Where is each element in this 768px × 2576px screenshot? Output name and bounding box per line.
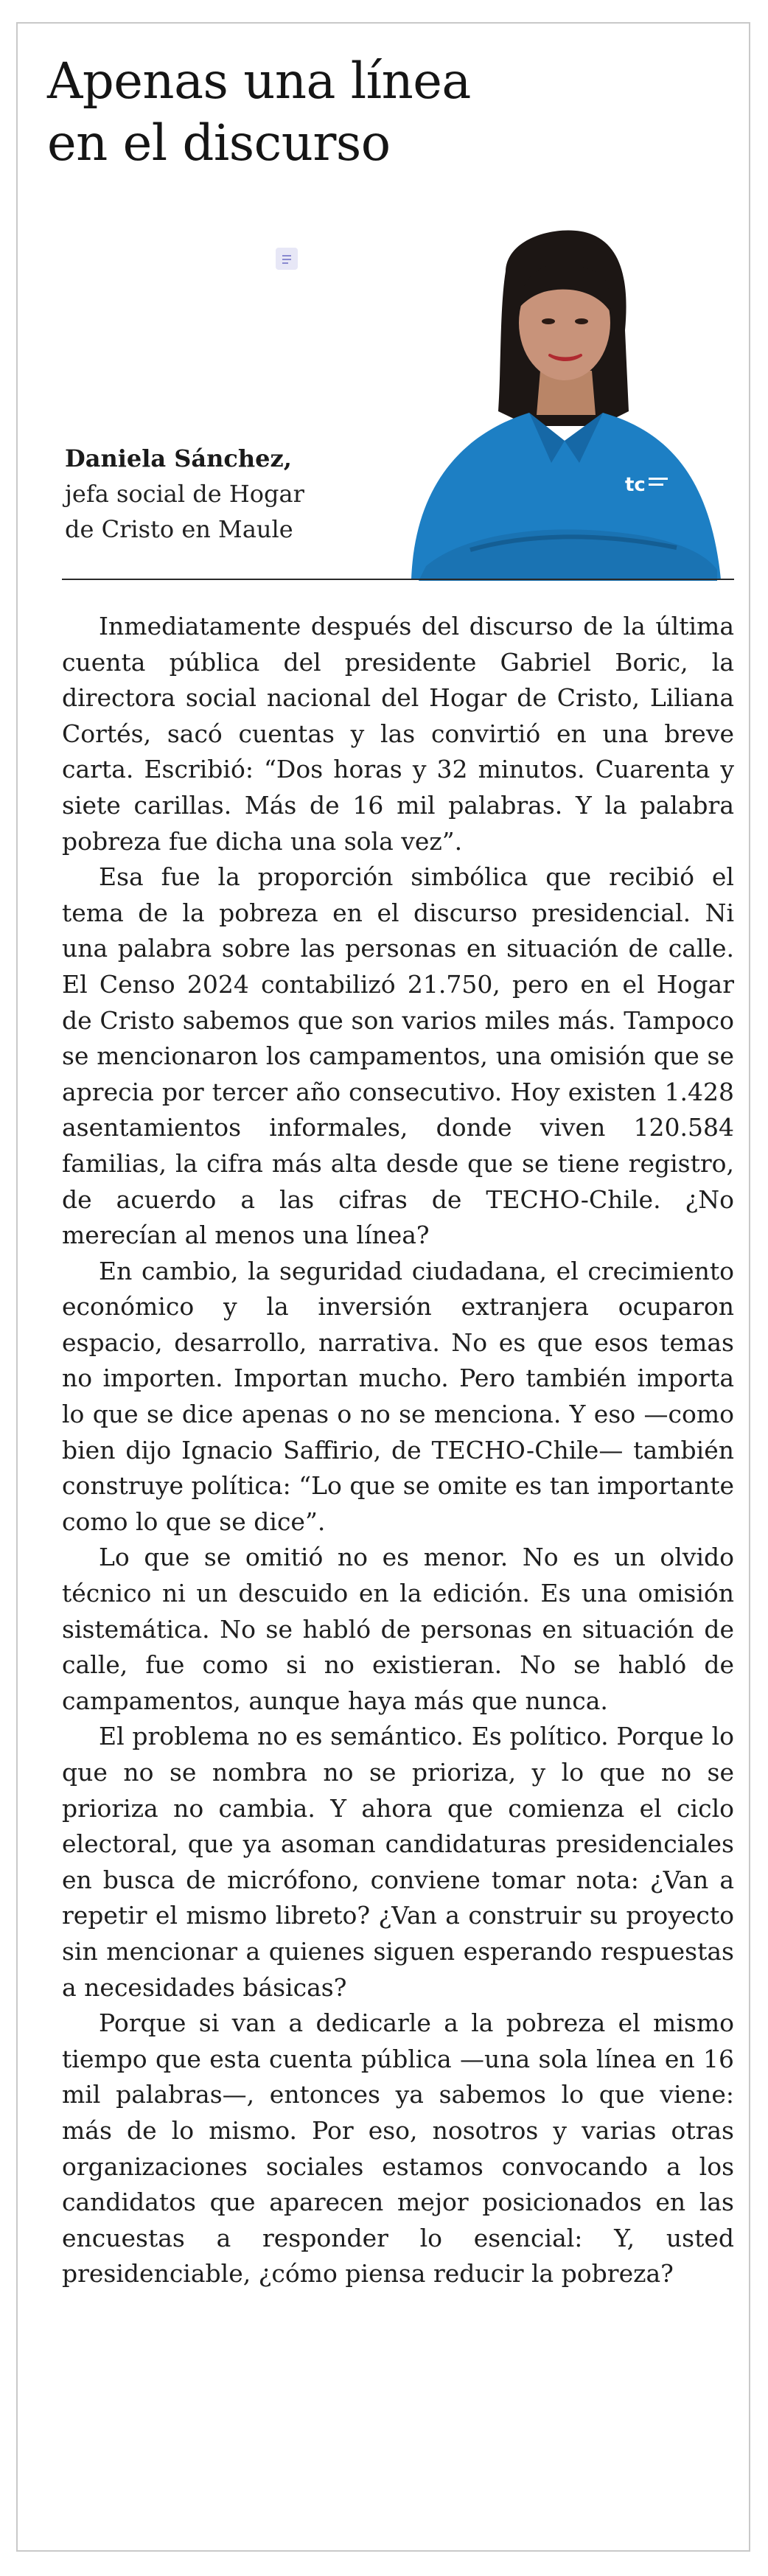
author-name: Daniela Sánchez, — [65, 444, 292, 472]
header-divider — [62, 579, 734, 580]
paragraph-6: Porque si van a dedicarle a la pobreza el mismo tiempo que esta cuenta pública —una sola línea en 16 mil palabras—, entonces ya sabemos lo que viene: más de lo mismo. Por eso, nosotros y varias otras organizaciones sociales estamos convocando a los candidatos que aparecen mejor posicionados en las encuestas a responder lo esencial: Y, usted presidenciable, ¿cómo piensa reducir la pobreza? — [62, 2008, 734, 2289]
author-role-line-1: jefa social de Hogar — [65, 480, 304, 508]
headline-line-2: en el discurso — [47, 114, 391, 172]
article-body — [62, 609, 734, 2292]
author-role-line-2: de Cristo en Maule — [65, 515, 293, 543]
headline — [47, 50, 578, 174]
jacket-logo: tc — [625, 474, 646, 496]
paragraph-2: Esa fue la proporción simbólica que recibió el tema de la pobreza en el discurso presidencial. Ni una palabra sobre las personas en situación de calle. El Censo 2024 contabilizó 21.750, pero en el Hogar de Cristo sabemos que son varios miles más. Tampoco se mencionaron los campamentos, una omisión que se aprecia por tercer año consecutivo. Hoy existen 1.428 asentamientos informales, donde viven 120.584 familias, la cifra más alta desde que se tiene registro, de acuerdo a las cifras de TECHO-Chile. ¿No merecían al menos una línea? — [62, 862, 734, 1250]
paragraph-4: Lo que se omitió no es menor. No es un olvido técnico ni un descuido en la edición. Es una omisión sistemática. No se habló de personas en situación de calle, fue como si no existieran. No se habló de campamentos, aunque haya más que nunca. — [62, 1543, 734, 1715]
headline-line-1: Apenas una línea — [47, 52, 471, 110]
paragraph-5: El problema no es semántico. Es político. Porque lo que no se nombra no se prioriza, y lo que no se prioriza no cambia. Y ahora que comienza el ciclo electoral, que ya asoman candidaturas presidenciales en busca de micrófono, conviene tomar nota: ¿Van a repetir el mismo libreto? ¿Van a construir su proyecto sin mencionar a quienes siguen esperando respuestas a necesidades básicas? — [62, 1722, 734, 2002]
author-credit — [65, 441, 360, 547]
quote-icon — [276, 248, 298, 270]
paragraph-1: Inmediatamente después del discurso de la última cuenta pública del presidente Gabriel Boric, la directora social nacional del Hogar de Cristo, Liliana Cortés, sacó cuentas y las convirtió en una breve carta. Escribió: “Dos horas y 32 minutos. Cuarenta y siete carillas. Más de 16 mil palabras. Y la palabra pobreza fue dicha una sola vez”. — [62, 612, 734, 856]
paragraph-3: En cambio, la seguridad ciudadana, el crecimiento económico y la inversión extranjera ocuparon espacio, desarrollo, narrativa. No es que esos temas no importen. Importan mucho. Pero también importa lo que se dice apenas o no se menciona. Y eso —como bien dijo Ignacio Saffirio, de TECHO-Chile— también construye política: “Lo que se omite es tan importante como lo que se dice”. — [62, 1256, 734, 1536]
author-portrait — [382, 220, 746, 590]
